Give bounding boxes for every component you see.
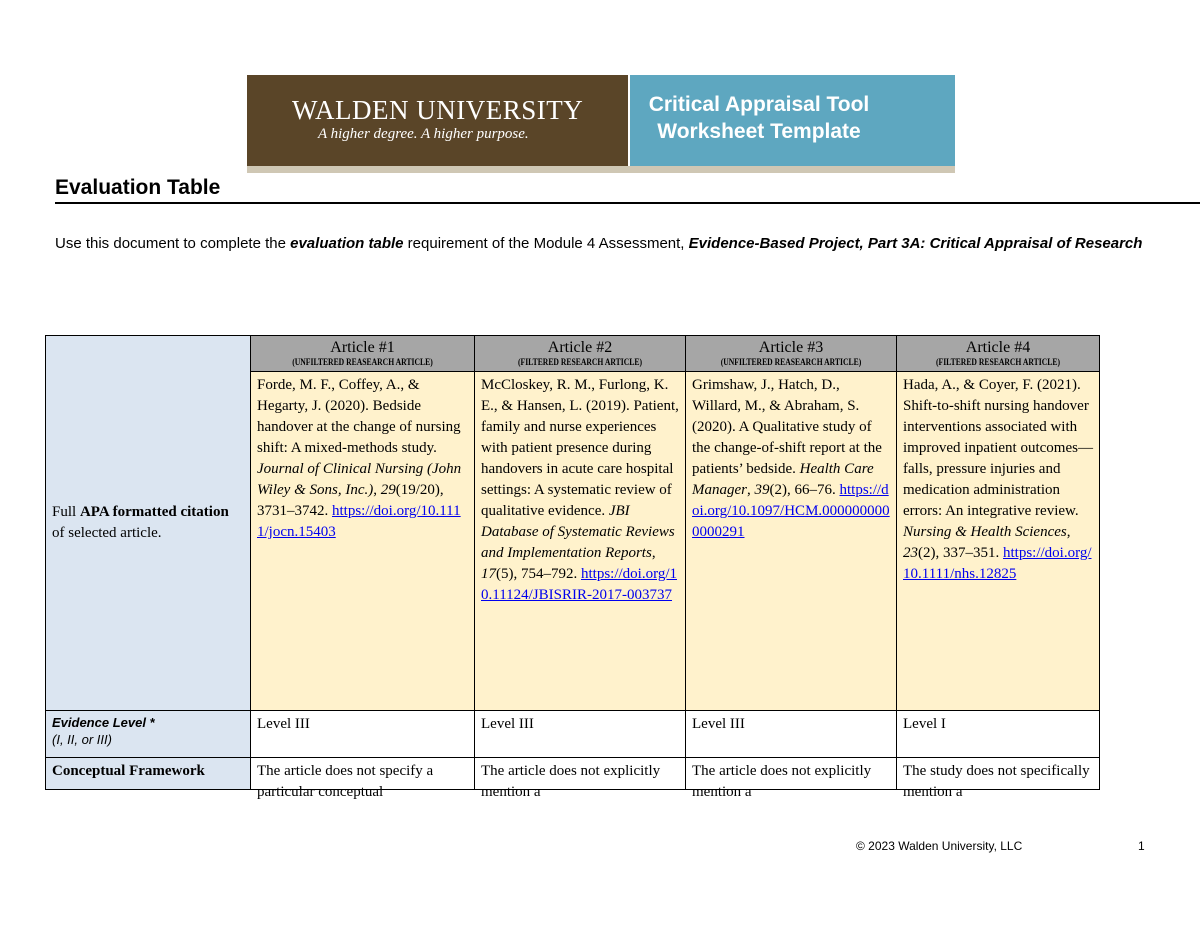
article-3-framework-text: The article does not explicitly mention a	[692, 763, 872, 800]
article-2-type: (FILTERED RESEARCH ARTICLE)	[517, 357, 642, 367]
article-1-volume: 29	[380, 482, 396, 498]
article-1-doi-link[interactable]: https://doi.org/10.1111/jocn.15403	[257, 503, 461, 540]
article-2-citation	[475, 372, 686, 711]
article-3-citation-pages: (2), 66–76.	[769, 482, 840, 498]
article-2-title: Article #2	[547, 339, 613, 356]
footer-copyright: © 2023 Walden University, LLC	[856, 839, 1023, 853]
article-3-doi-link[interactable]: https://doi.org/10.1097/HCM.0000000000000291	[692, 482, 890, 540]
article-3-header	[686, 336, 897, 372]
conceptual-framework-label	[46, 758, 251, 790]
article-2-framework-text: The article does not explicitly mention a	[481, 763, 661, 800]
article-3-title: Article #3	[758, 339, 824, 356]
article-3-journal: Health Care Manager	[692, 461, 874, 498]
article-2-citation-separator: ,	[651, 545, 656, 561]
article-3-framework	[686, 758, 897, 800]
conceptual-framework-row	[46, 758, 1100, 790]
article-1-journal: Journal of Clinical Nursing (John Wiley & Sons, Inc.)	[257, 461, 462, 498]
article-4-journal: Nursing & Health Sciences	[903, 524, 1067, 540]
article-2-doi-link[interactable]: https://doi.org/10.11124/JBISRIR-2017-003737	[481, 566, 677, 603]
article-4-doi-link[interactable]: https://doi.org/10.1111/nhs.12825	[903, 545, 1092, 582]
article-3-citation-text: Grimshaw, J., Hatch, D., Willard, M., & Abraham, S. (2020). A Qualitative study of the change-of-shift report at the patients’ bedside.	[692, 377, 882, 477]
university-logo-tagline: A higher degree. A higher purpose.	[318, 126, 529, 142]
article-3-volume: 39	[754, 482, 770, 498]
article-header-row	[46, 336, 1100, 372]
article-4-citation	[897, 372, 1100, 711]
article-1-title: Article #1	[330, 339, 395, 356]
article-4-framework-text: The study does not specifically mention a	[903, 763, 1090, 800]
intro-emphasis-assessment-title: Evidence-Based Project, Part 3A: Critical Appraisal of Research	[688, 235, 1143, 252]
article-4-citation-separator: ,	[1066, 524, 1071, 540]
intro-text-start: Use this document to complete the	[55, 235, 291, 252]
title-divider	[55, 202, 1200, 204]
article-4-header	[897, 336, 1100, 372]
intro-text-middle: requirement of the Module 4 Assessment,	[403, 235, 689, 252]
article-4-citation-pages: (2), 337–351.	[918, 545, 1003, 561]
article-4-volume: 23	[903, 545, 918, 561]
conceptual-framework-label-text: Conceptual Framework	[52, 763, 205, 779]
article-3-evidence-level: Level III	[686, 711, 897, 758]
article-4-title: Article #4	[965, 339, 1031, 356]
banner-title-line1: Critical Appraisal Tool	[648, 93, 870, 116]
article-4-type: (FILTERED RESEARCH ARTICLE)	[935, 357, 1060, 367]
article-2-header	[475, 336, 686, 372]
article-4-citation-text: Hada, A., & Coyer, F. (2021). Shift-to-shift nursing handover interventions associated with improved inpatient outcomes—falls, pressure injuries and medication administration errors: An integrative review.	[903, 377, 1093, 519]
citation-row-label	[46, 336, 251, 711]
article-1-citation	[251, 372, 475, 711]
footer-page-number: 1	[1138, 839, 1145, 853]
article-4-framework	[897, 758, 1100, 800]
article-1-evidence-level: Level III	[251, 711, 475, 758]
citation-label-bold: APA formatted citation	[79, 504, 229, 520]
article-2-evidence-level: Level III	[475, 711, 686, 758]
page-title: Evaluation Table	[55, 176, 221, 199]
article-1-framework	[251, 758, 475, 800]
article-2-volume: 17	[481, 566, 496, 582]
citation-label-text-start: Full	[52, 504, 80, 520]
article-1-header	[251, 336, 475, 372]
article-3-citation	[686, 372, 897, 711]
evaluation-table	[45, 335, 1100, 800]
evidence-level-title: Evidence Level *	[52, 715, 155, 730]
article-1-citation-pages: (19/20), 3731–3742.	[257, 482, 444, 519]
article-1-framework-text: The article does not specify a particular conceptual	[257, 763, 434, 800]
citation-label-text-end: of selected article.	[52, 525, 162, 541]
article-2-journal: JBI Database of Systematic Reviews and Implementation Reports	[481, 503, 675, 561]
article-1-citation-text: Forde, M. F., Coffey, A., & Hegarty, J. (2020). Bedside handover at the change of nursing shift: A mixed-methods study.	[257, 377, 461, 456]
evidence-level-row	[46, 711, 1100, 758]
banner-shadow-strip	[247, 166, 955, 173]
banner-title	[624, 91, 894, 145]
intro-emphasis-evaluation-table: evaluation table	[290, 235, 404, 252]
intro-paragraph	[55, 233, 1190, 254]
article-3-citation-separator: ,	[747, 482, 755, 498]
university-logo-name: WALDEN UNIVERSITY	[292, 95, 584, 125]
article-2-citation-text: McCloskey, R. M., Furlong, K. E., & Hansen, L. (2019). Patient, family and nurse experiences with patient presence during handovers in acute care hospital settings: A systematic review of qualitative evidence.	[481, 377, 679, 519]
article-1-type: (UNFILTERED REASEARCH ARTICLE)	[292, 357, 433, 367]
article-3-type: (UNFILTERED REASEARCH ARTICLE)	[720, 357, 862, 367]
evidence-level-subtitle: (I, II, or III)	[52, 732, 112, 747]
article-2-framework	[475, 758, 686, 800]
article-2-citation-pages: (5), 754–792.	[496, 566, 581, 582]
article-4-evidence-level: Level I	[897, 711, 1100, 758]
article-1-citation-separator: ,	[373, 482, 381, 498]
banner-title-line2: Worksheet Template	[657, 120, 861, 143]
evidence-level-label	[46, 711, 251, 758]
